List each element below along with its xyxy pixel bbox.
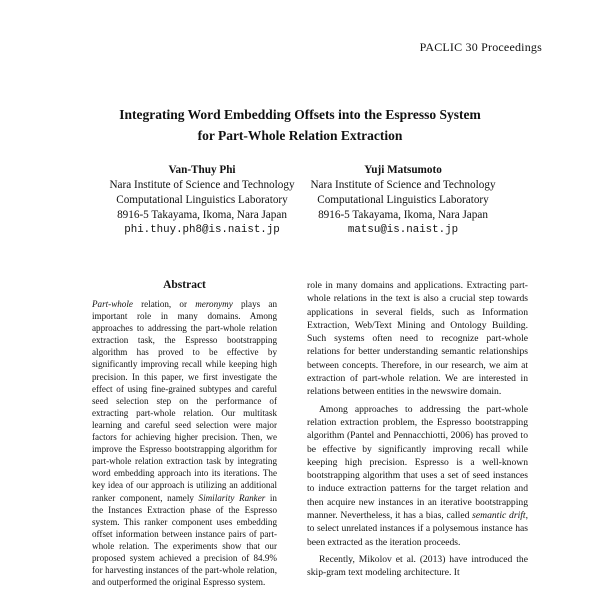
author-affiliation: Nara Institute of Science and Technology — [310, 179, 496, 191]
author-address: 8916-5 Takayama, Ikoma, Nara Japan — [117, 209, 287, 221]
abstract-heading: Abstract — [163, 279, 206, 291]
proceedings-header: PACLIC 30 Proceedings — [419, 40, 542, 54]
abstract-term: meronymy — [195, 299, 233, 309]
abstract-text-run: in the Instances Extraction phase of the Espresso system. This ranker component uses embedding offset information between instance pairs of part-whole relation. The experiments show that our proposed system achieved a precision of 84.9% for harvesting instances of the part-whole relation, and outperformed the original Espresso system. — [92, 492, 277, 588]
author-address: 8916-5 Takayama, Ikoma, Nara Japan — [318, 209, 488, 221]
author-lab: Computational Linguistics Laboratory — [116, 194, 288, 206]
author-email: matsu@is.naist.jp — [347, 224, 459, 236]
title-line-1: Integrating Word Embedding Offsets into the Espresso System — [119, 107, 481, 122]
body-column-right — [307, 279, 528, 580]
body-text-run: , to select unrelated instances if a polysemous instance has been extracted as the iteration proceeds. — [307, 510, 528, 548]
abstract-text-run: plays an important role in many domains. Among approaches to addressing the part-whole relation extraction task, the Espresso bootstrapping algorithm has proved to be effective by significantly improving recall while keeping high precision. In this paper, we first investigate the effect of using fine-grained subtypes and careful seed selection step on the performance of extracting part-whole relation. Our multitask learning and careful seed selection were major factors for achieving higher precision. Then, we improve the Espresso bootstrapping algorithm for part-whole relation extraction task by integrating word embedding approach into its iterations. The key idea of our approach is utilizing an additional ranker component, namely — [92, 299, 277, 503]
title-line-2: for Part-Whole Relation Extraction — [197, 128, 403, 143]
body-paragraph: Recently, Mikolov et al. (2013) have introduced the skip-gram text modeling architecture. It — [307, 553, 528, 579]
author-block-2 — [298, 163, 508, 238]
author-block-1 — [97, 163, 307, 238]
paper-title — [0, 104, 600, 146]
abstract-term: Similarity Ranker — [198, 492, 266, 503]
abstract-text-run: relation, or — [132, 299, 196, 309]
author-name: Yuji Matsumoto — [364, 164, 442, 176]
author-lab: Computational Linguistics Laboratory — [317, 194, 489, 206]
body-paragraph — [307, 403, 528, 549]
body-text-run: Among approaches to addressing the part-whole relation extraction problem, the Espresso bootstrapping algorithm (Pantel and Pennacchiotti, 2006) has proved to be effective by significantly improving recall while keeping high precision. Espresso is a well-known bootstrapping algorithm that uses a set of seed instances to induce extraction patterns for the target relation and then acquire new instances in an iterative bootstrapping manner. Nevertheless, it has a bias, called — [307, 403, 528, 522]
author-name: Van-Thuy Phi — [168, 164, 236, 176]
body-term: semantic drift — [472, 510, 526, 522]
author-affiliation: Nara Institute of Science and Technology — [109, 179, 295, 191]
body-paragraph: role in many domains and applications. Extracting part-whole relations in the text is also a crucial step towards applications in several fields, such as Information Extraction, Web/Text Mining and Ontology Building. Such systems often need to recognize part-whole relations for better understanding semantic relationships between concepts. Therefore, in our research, we aim at extraction of part-whole relation. We are interested in relations between entities in the newswire domain. — [307, 280, 528, 398]
author-email: phi.thuy.ph8@is.naist.jp — [124, 224, 280, 236]
abstract-term: Part-whole — [92, 299, 133, 309]
abstract-text — [92, 298, 277, 588]
